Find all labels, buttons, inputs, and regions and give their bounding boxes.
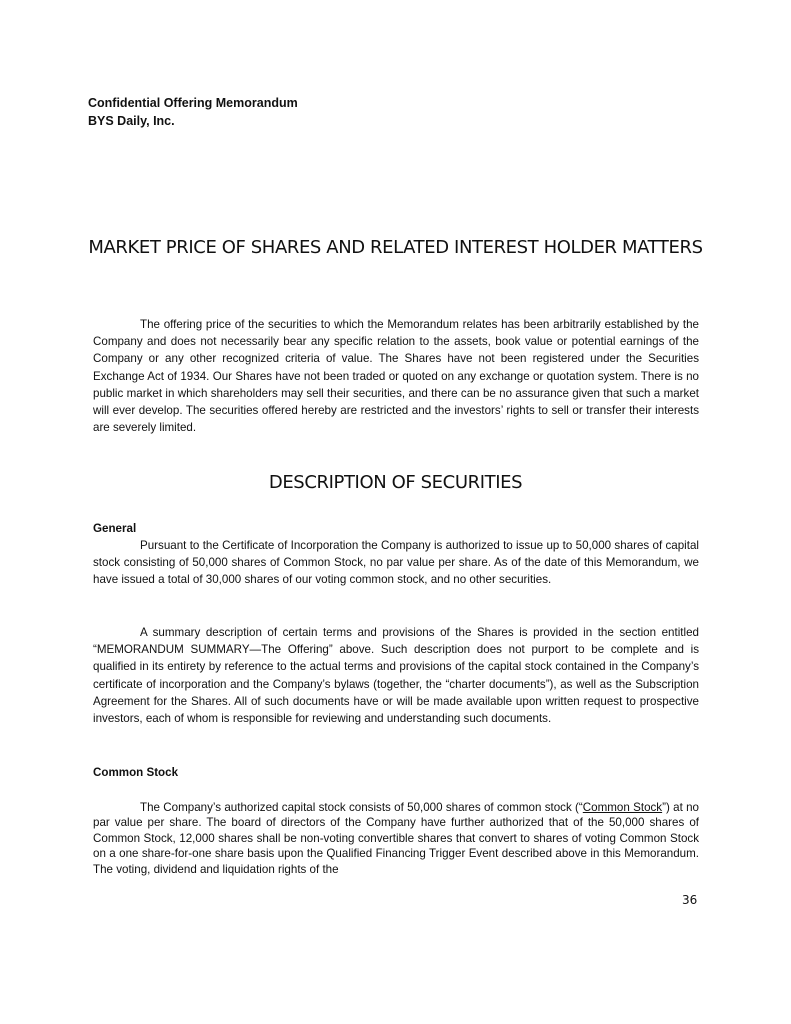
section-title-description-of-securities: DESCRIPTION OF SECURITIES [268, 472, 523, 493]
subheading-general: General [93, 522, 137, 535]
header-document-type: Confidential Offering Memorandum [88, 96, 298, 110]
market-price-paragraph: The offering price of the securities to which the Memorandum relates has been arbitrarily established by the Company and does not necessarily bear any specific relation to the assets, book value or potential earnings of the Company or any other recognized criteria of value. The Shares have not been registered under the Securities Exchange Act of 1934. Our Shares have not been traded or quoted on any exchange or quotation system. There is no public market in which shareholders may sell their securities, and there can be no assurance given that such a market will ever develop. The securities offered hereby are restricted and the investors’ rights to sell or transfer their interests are severely limited. [93, 318, 699, 435]
common-stock-text-end: ”) at no par value per share. The board of directors of the Company have further authorized that of the 50,000 shares of Common Stock, 12,000 shares shall be non-voting convertible shares that convert to shares of voting Common Stock on a one share-for-one share basis upon the Qualified Financing Trigger Event described above in this Memorandum. The voting, dividend and liquidation rights of the [93, 801, 699, 876]
common-stock-paragraph [93, 800, 699, 877]
summary-paragraph: A summary description of certain terms and provisions of the Shares is provided in the section entitled “MEMORANDUM SUMMARY—The Offering” above. Such description does not purport to be complete and is qualified in its entirety by reference to the actual terms and provisions of the capital stock contained in the Company’s certificate of incorporation and the Company’s bylaws (together, the “charter documents”), as well as the Subscription Agreement for the Shares. All of such documents have or will be made available upon written request to prospective investors, each of whom is responsible for reviewing and understanding such documents. [93, 626, 699, 726]
common-stock-text-start: The Company’s authorized capital stock consists of 50,000 shares of common stock (“ [140, 801, 583, 814]
header-company-name: BYS Daily, Inc. [88, 114, 175, 128]
general-paragraph: Pursuant to the Certificate of Incorporation the Company is authorized to issue up to 50,000 shares of capital stock consisting of 50,000 shares of Common Stock, no par value per share. As of the date of this Memorandum, we have issued a total of 30,000 shares of our voting common stock, and no other securities. [93, 539, 699, 587]
document-header [88, 94, 298, 130]
subheading-common-stock: Common Stock [93, 766, 179, 779]
section-title-market-price: MARKET PRICE OF SHARES AND RELATED INTEREST HOLDER MATTERS [88, 237, 703, 258]
page-number: 36 [682, 893, 698, 907]
common-stock-defined-term: Common Stock [582, 801, 663, 814]
